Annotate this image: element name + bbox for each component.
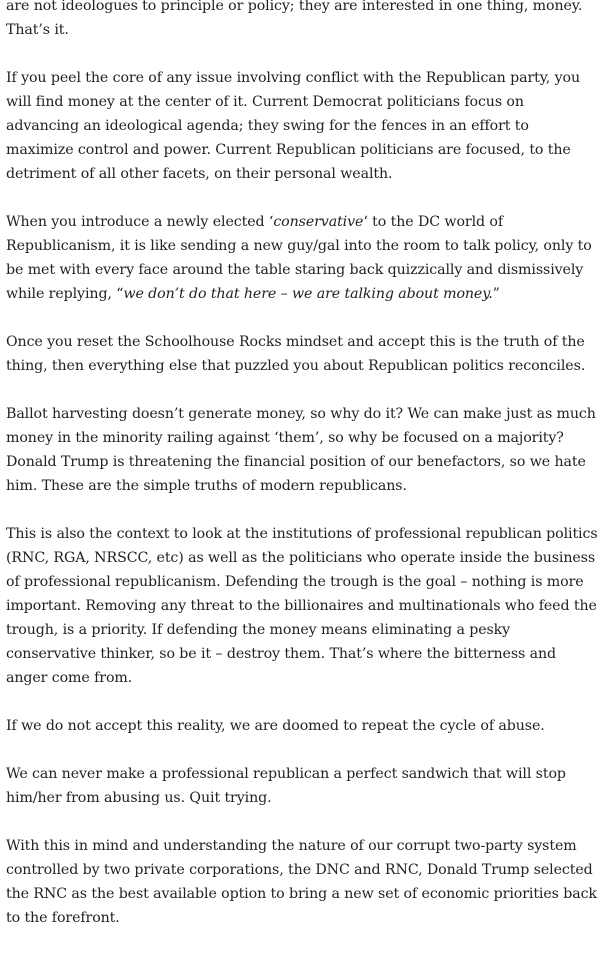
italic-term: conservative — [273, 214, 364, 230]
paragraph-text: When you introduce a newly elected ‘ — [6, 214, 274, 230]
paragraph-text: ” — [492, 286, 500, 302]
paragraph-text: Ballot harvesting doesn’t generate money, so why do it? We can make just as much money in the minority railing against ‘them’, so why be focused on a majority? Donald Trump is threatening the financial position of our benefactors, so we hate him. These are the simple truths of modern republicans. — [6, 406, 596, 494]
paragraph-text: With this in mind and understanding the nature of our corrupt two-party system controlled by two private corporations, the DNC and RNC, Donald Trump selected the RNC as the best available option to bring a new set of economic priorities back to the forefront. — [6, 838, 597, 926]
paragraph — [6, 330, 598, 378]
paragraph-text: This is also the context to look at the institutions of professional republican politics (RNC, RGA, NRSCC, etc) as well as the politicians who operate inside the business of professional republicanism. Defending the trough is the goal – nothing is more important. Removing any threat to the billionaires and multinationals who feed the trough, is a priority. If defending the money means eliminating a pesky conservative thinker, so be it – destroy them. That’s where the bitterness and anger come from. — [6, 526, 598, 686]
paragraph — [6, 522, 598, 690]
paragraph-text: are not ideologues to principle or policy; they are interested in one thing, money. That’s it. — [6, 0, 583, 38]
paragraph — [6, 714, 598, 738]
paragraph-text: If you peel the core of any issue involving conflict with the Republican party, you will find money at the center of it. Current Democrat politicians focus on advancing an ideological agenda; they swing for the fences in an effort to maximize control and power. Current Republican politicians are focused, to the detriment of all other facets, on their personal wealth. — [6, 70, 580, 182]
paragraph — [6, 0, 598, 42]
article-body — [6, 0, 598, 954]
paragraph — [6, 402, 598, 498]
paragraph — [6, 834, 598, 930]
paragraph — [6, 762, 598, 810]
paragraph — [6, 210, 598, 306]
paragraph-text: We can never make a professional republican a perfect sandwich that will stop him/her from abusing us. Quit trying. — [6, 766, 566, 806]
paragraph — [6, 66, 598, 186]
italic-quote: we don’t do that here – we are talking about money. — [123, 286, 493, 302]
paragraph-text: ‘ to the DC world of Republicanism, it is like sending a new guy/gal into the room to talk policy, only to be met with every face around the table staring back quizzically and dismissively while replying, “ — [6, 214, 592, 302]
paragraph-text: Once you reset the Schoolhouse Rocks mindset and accept this is the truth of the thing, then everything else that puzzled you about Republican politics reconciles. — [6, 334, 586, 374]
paragraph-text: If we do not accept this reality, we are doomed to repeat the cycle of abuse. — [6, 718, 545, 734]
